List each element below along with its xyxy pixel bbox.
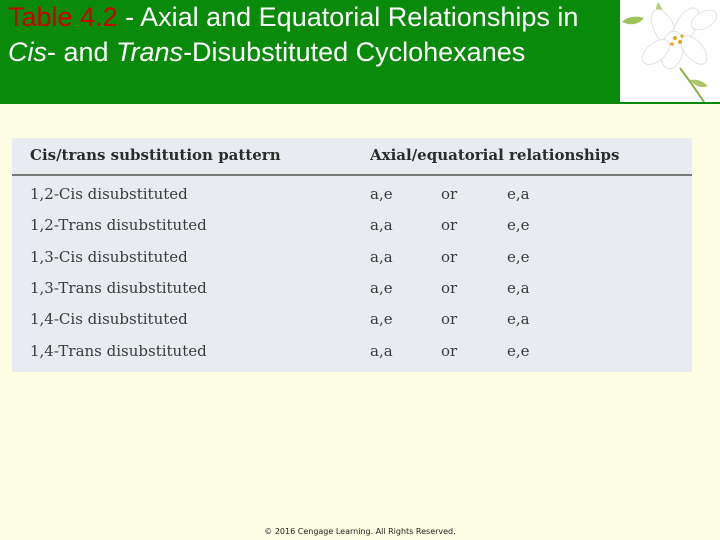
row-first-relationship: a,a (370, 248, 393, 266)
row-or: or (441, 248, 458, 266)
column-header-relationships: Axial/equatorial relationships (370, 146, 620, 164)
row-or: or (441, 216, 458, 234)
row-first-relationship: a,a (370, 216, 393, 234)
table-reference: Table 4.2 (8, 2, 118, 32)
row-pattern: 1,4-Trans disubstituted (30, 342, 207, 360)
row-first-relationship: a,e (370, 185, 393, 203)
row-or: or (441, 185, 458, 203)
row-second-relationship: e,a (507, 310, 530, 328)
column-header-pattern: Cis/trans substitution pattern (30, 146, 281, 164)
row-first-relationship: a,e (370, 279, 393, 297)
row-or: or (441, 279, 458, 297)
row-pattern: 1,3-Trans disubstituted (30, 279, 207, 297)
row-or: or (441, 342, 458, 360)
cis-word: Cis (8, 37, 47, 67)
copyright-footer: © 2016 Cengage Learning. All Rights Reserved. (264, 527, 456, 536)
row-second-relationship: e,a (507, 279, 530, 297)
row-second-relationship: e,e (507, 216, 530, 234)
row-first-relationship: a,a (370, 342, 393, 360)
row-pattern: 1,3-Cis disubstituted (30, 248, 188, 266)
trans-word: Trans (116, 37, 184, 67)
header-divider (0, 102, 720, 104)
header-rule (12, 174, 692, 176)
row-second-relationship: e,e (507, 342, 530, 360)
row-pattern: 1,2-Trans disubstituted (30, 216, 207, 234)
flower-icon (620, 0, 720, 103)
row-second-relationship: e,a (507, 185, 530, 203)
row-first-relationship: a,e (370, 310, 393, 328)
slide-title: Table 4.2 - Axial and Equatorial Relationships in Cis- and Trans-Disubstituted Cyclohexanes (8, 2, 579, 67)
row-or: or (441, 310, 458, 328)
row-second-relationship: e,e (507, 248, 530, 266)
title-banner (0, 0, 620, 103)
flower-image (620, 0, 720, 103)
row-pattern: 1,2-Cis disubstituted (30, 185, 188, 203)
row-pattern: 1,4-Cis disubstituted (30, 310, 188, 328)
